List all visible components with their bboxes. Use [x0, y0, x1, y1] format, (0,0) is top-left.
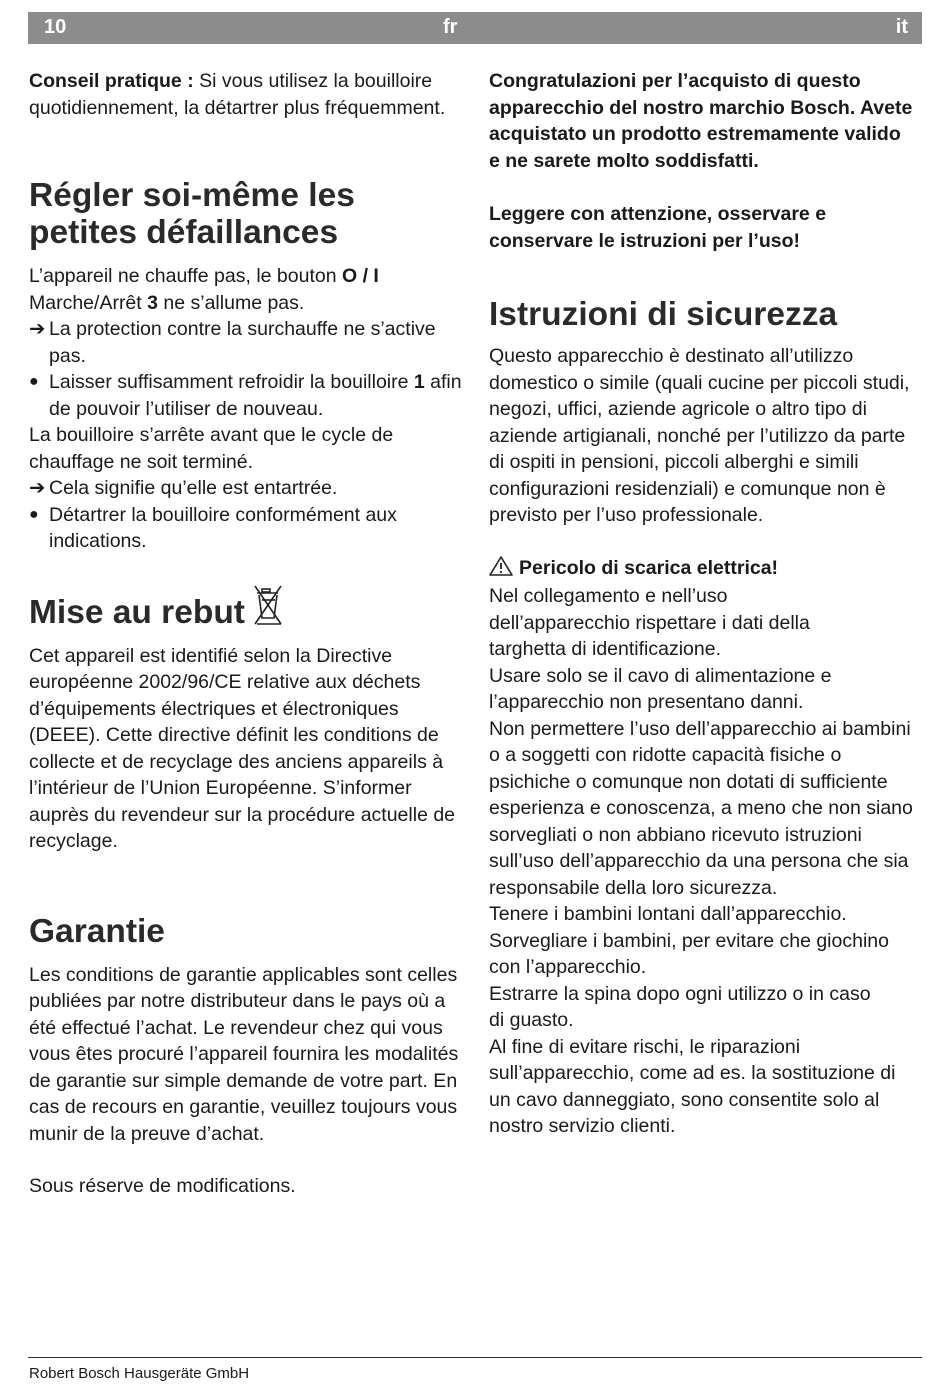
problem-1 — [29, 263, 469, 316]
troubleshooting-list — [29, 263, 469, 555]
page-header — [28, 12, 922, 44]
warning-triangle-icon — [489, 556, 513, 584]
warning-unplug: Estrarre la spina dopo ogni utilizzo o in caso di guasto. — [489, 982, 871, 1031]
cause-2-text: Cela signifie qu’elle est entartrée. — [49, 477, 338, 499]
arrow-right-icon: ➔ — [29, 318, 46, 340]
warning-supervise-children: Sorvegliare i bambini, per evitare che giochino con l’apparecchio. — [489, 929, 889, 978]
reserve-note: Sous réserve de modifications. — [29, 1175, 296, 1197]
solution-1-text-b: afin de pouvoir l’utiliser de nouveau. — [49, 371, 462, 420]
part-number-3: 3 — [147, 291, 158, 314]
solution-1 — [29, 369, 469, 422]
italian-column — [489, 68, 919, 1140]
problem-2: La bouilloire s’arrête avant que le cycle de chauffage ne soit terminé. — [29, 424, 394, 473]
page-number: 10 — [44, 16, 67, 38]
warranty-heading: Garantie — [29, 912, 165, 950]
warning-title-text: Pericolo di scarica elettrica! — [519, 556, 779, 579]
disposal-text: Cet appareil est identifié selon la Directive européenne 2002/96/CE relative aux déchets d’équipements électriques et électroniques (DEEE). Cette directive définit les conditions de collecte et de recyclage des anciens appareils à l’intérieur de l’Union Européenne. S’informer auprès du revendeur sur la procédure actuelle de recyclage. — [29, 644, 456, 852]
safety-text: Questo apparecchio è destinato all’utilizzo domestico o simile (quali cucine per piccoli studi, negozi, uffici, aziende agricole o altro tipo di aziende artigianali, nonché per l’utilizzo da parte di ospiti in pensioni, piccoli alberghi e simili configurazioni residenziali) e comunque non è previsto per l’uso professionale. — [489, 345, 910, 526]
practical-tip — [29, 68, 449, 121]
language-label-it: it — [895, 16, 908, 38]
cause-1-text: La protection contre la surchauffe ne s’active pas. — [49, 318, 436, 367]
footer-divider — [28, 1357, 922, 1358]
french-column — [29, 68, 469, 1200]
warning-title — [489, 555, 919, 584]
cause-2 — [29, 475, 469, 502]
warning-children-use: Non permettere l’uso dell’apparecchio ai bambini o a soggetti con ridotte capacità fisiche o psichiche o comunque non dotati di sufficiente esperienza e conoscenza, a meno che non siano sorvegliati o non abbiano ricevuto istruzioni sull’uso dell’apparecchio da una persona che sia responsabile della loro sicurezza. — [489, 717, 913, 899]
tip-label: Conseil pratique : — [29, 70, 194, 92]
safety-heading: Istruzioni di sicurezza — [489, 296, 838, 333]
problem-1-text-b: Marche/Arrêt — [29, 291, 148, 314]
intro-congratulations: Congratulazioni per l’acquisto di questo apparecchio del nostro marchio Bosch. Avete acquistato un prodotto estremamente valido e ne sarete molto soddisfatti. — [489, 70, 913, 172]
language-label-fr: fr — [443, 16, 458, 38]
problem-1-text: L’appareil ne chauffe pas, le bouton — [29, 265, 342, 287]
solution-1-text: Laisser suffisamment refroidir la bouilloire — [49, 371, 414, 393]
intro-read-instructions: Leggere con attenzione, osservare e conservare le istruzioni per l’uso! — [489, 203, 827, 252]
disposal-heading — [29, 583, 469, 635]
solution-2-text: Détartrer la bouilloire conformément aux indications. — [49, 503, 397, 552]
crossed-bin-icon — [251, 583, 287, 635]
warning-cable-damage: Usare solo se il cavo di alimentazione e l’apparecchio non presentano danni. — [489, 664, 832, 713]
warning-keep-children-away: Tenere i bambini lontani dall’apparecchio. — [489, 903, 847, 925]
part-number-1: 1 — [413, 371, 425, 393]
arrow-right-icon: ➔ — [29, 477, 46, 499]
warning-repairs: Al fine di evitare rischi, le riparazioni sull’apparecchio, come ad es. la sostituzione di un cavo danneggiato, sono consentite solo al nostro servizio clienti. — [489, 1035, 896, 1137]
on-off-button-label: O / I — [341, 265, 379, 287]
solution-2 — [29, 502, 469, 555]
bullet-icon: ● — [29, 373, 39, 390]
disposal-heading-text: Mise au rebut — [29, 593, 245, 631]
footer-company: Robert Bosch Hausgeräte GmbH — [29, 1365, 250, 1382]
cause-1 — [29, 316, 469, 369]
problem-1-text-c: ne s’allume pas. — [157, 291, 305, 314]
warning-rating-plate: Nel collegamento e nell’uso dell’apparecchio rispettare i dati della targhetta di identificazione. — [489, 585, 810, 660]
warranty-text: Les conditions de garantie applicables sont celles publiées par notre distributeur dans le pays où a été effectué l’achat. Le revendeur chez qui vous vous êtes procuré l’appareil fournira les modalités de garantie sur simple demande de votre part. En cas de recours en garantie, veuillez toujours vous munir de la preuve d’achat. — [29, 963, 459, 1145]
tip-text: Si vous utilisez la bouilloire quotidiennement, la détartrer plus fréquemment. — [29, 70, 446, 119]
troubleshooting-heading: Régler soi-même les petites défaillances — [29, 177, 355, 251]
bullet-icon: ● — [29, 505, 39, 523]
